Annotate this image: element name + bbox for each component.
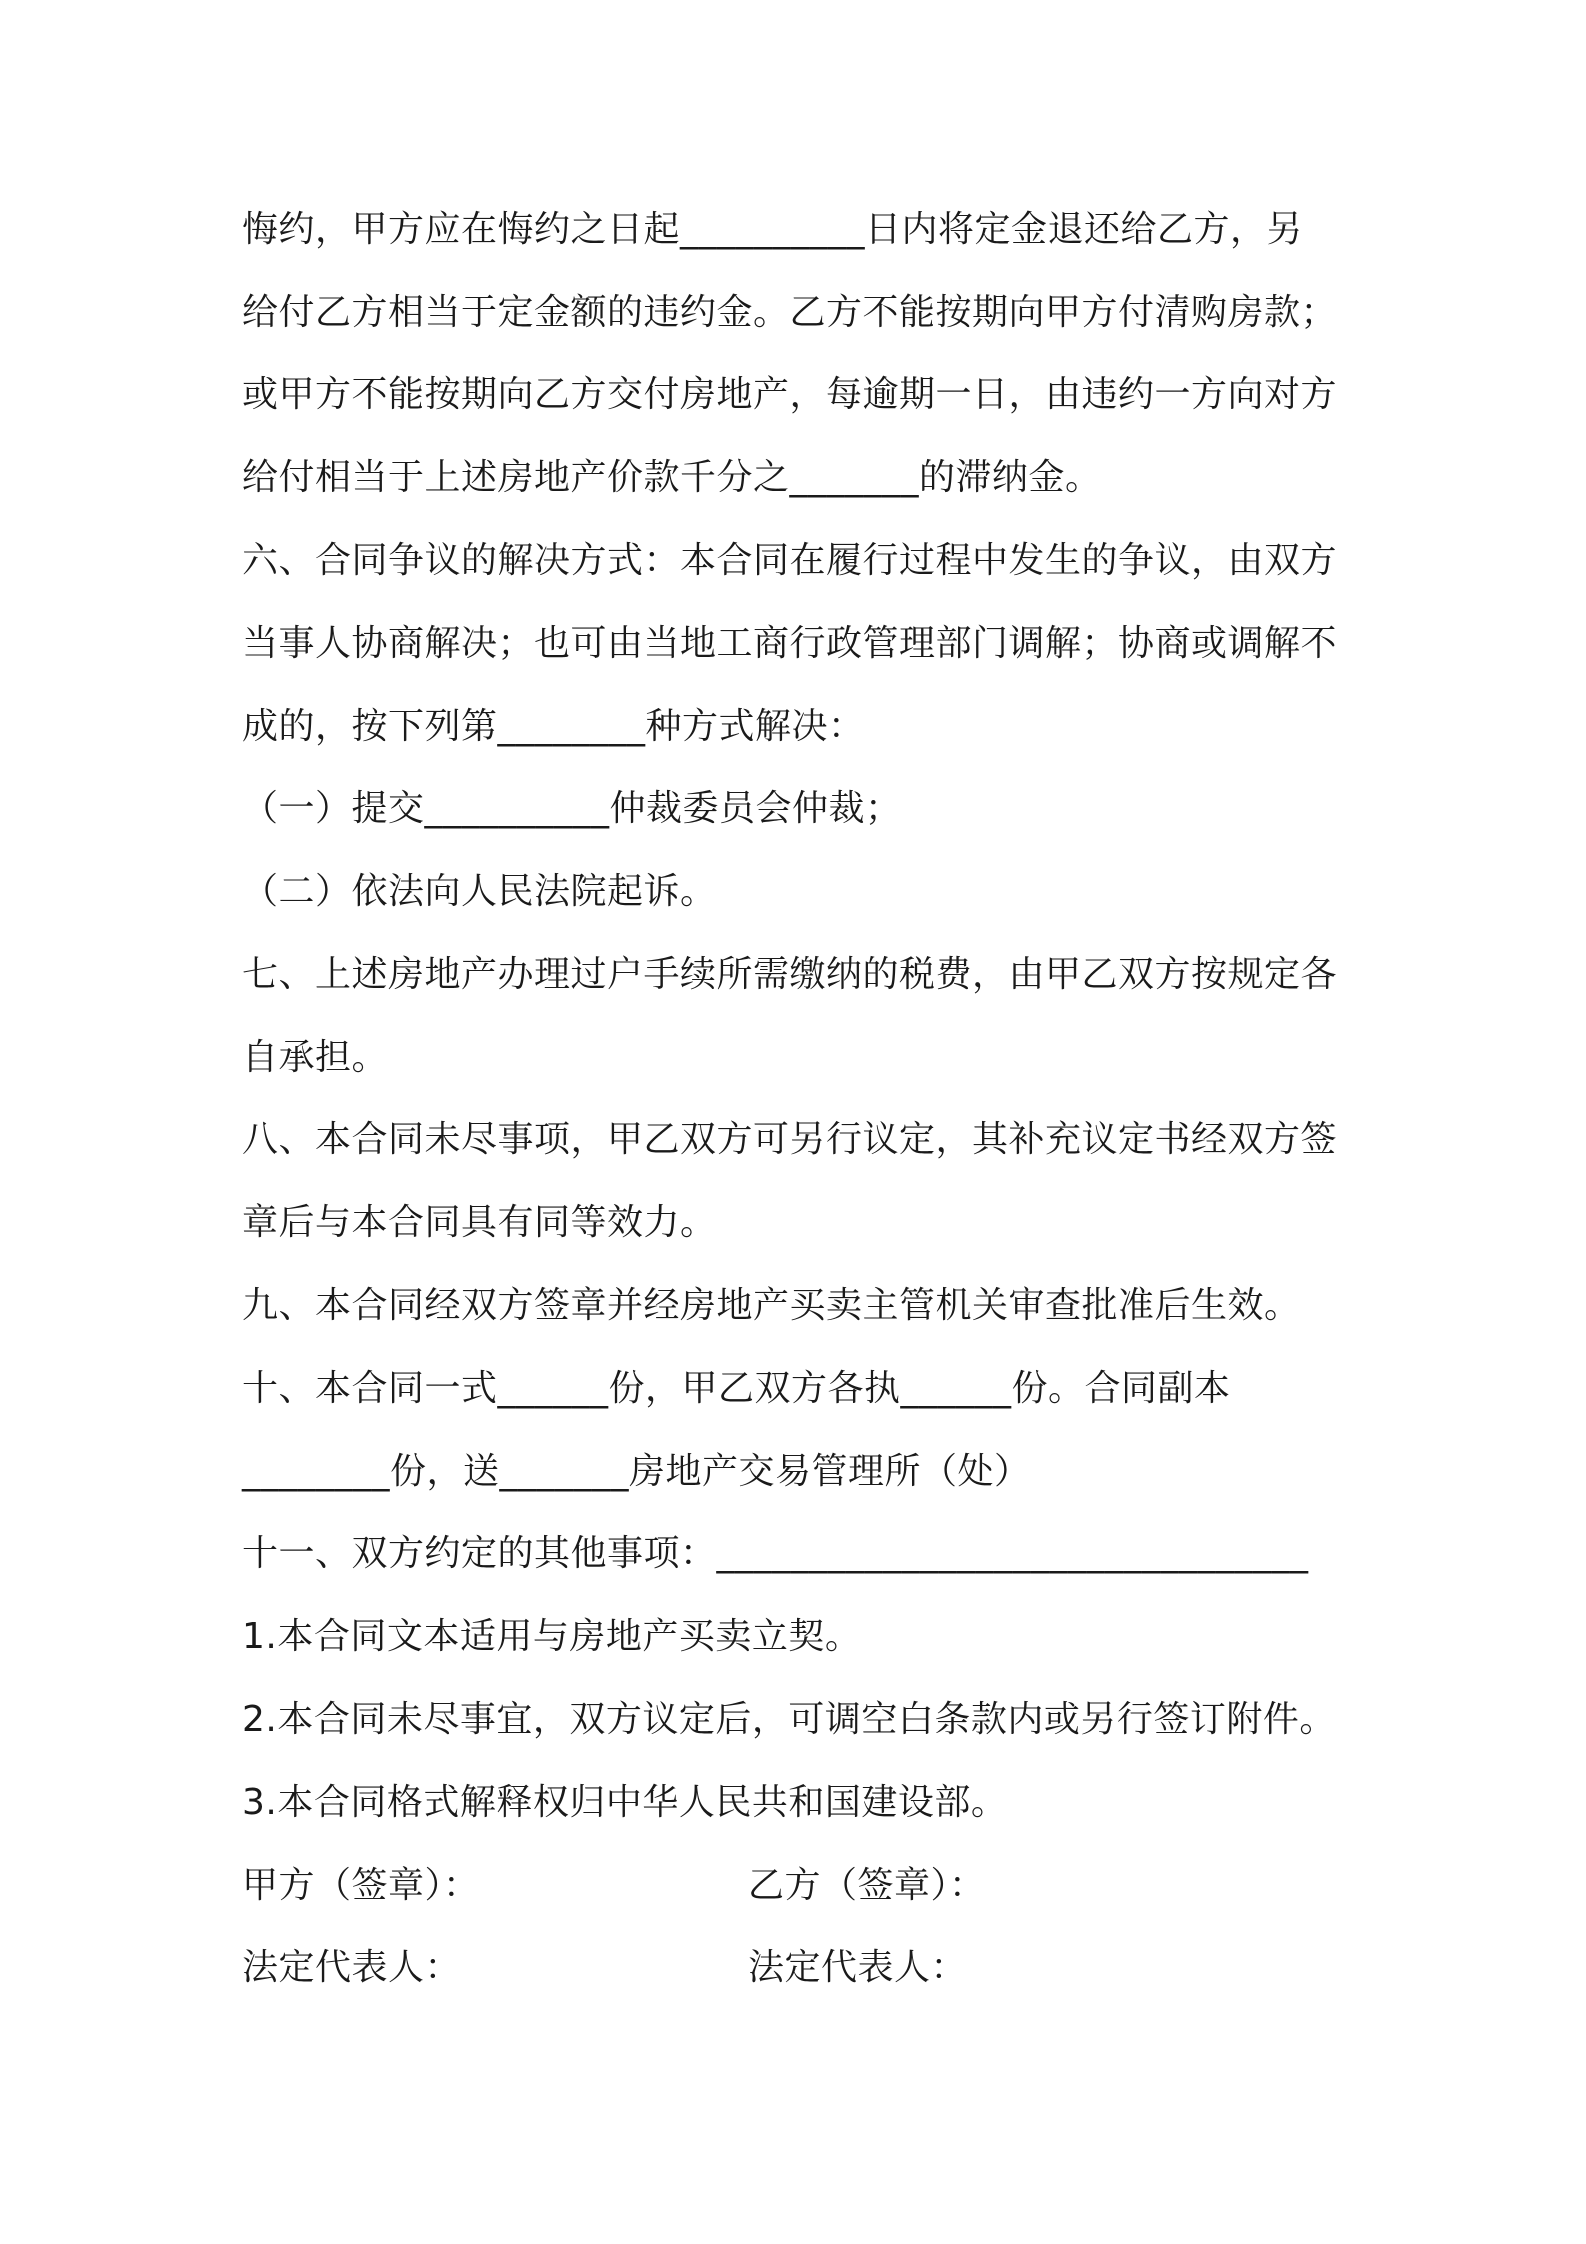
- text-line-16: ________份，送_______房地产交易管理所（处）: [242, 1451, 1031, 1492]
- text-line-2: 给付乙方相当于定金额的违约金。乙方不能按期向甲方付清购房款；: [242, 292, 1338, 333]
- party-a-rep-label: 法定代表人：: [242, 1947, 462, 1988]
- note-2: 2.本合同未尽事宜，双方议定后，可调空白条款内或另行签订附件。: [242, 1699, 1336, 1740]
- text-line-7: 成的，按下列第________种方式解决：: [242, 706, 865, 747]
- option-1: （一）提交__________仲裁委员会仲裁；: [242, 788, 902, 829]
- clause-7: 七、上述房地产办理过户手续所需缴纳的税费，由甲乙双方按规定各: [242, 954, 1338, 995]
- note-1: 1.本合同文本适用与房地产买卖立契。: [242, 1616, 862, 1657]
- text-line-4: 给付相当于上述房地产价款千分之_______的滞纳金。: [242, 457, 1102, 498]
- text-line-3: 或甲方不能按期向乙方交付房地产，每逾期一日，由违约一方向对方: [242, 374, 1338, 415]
- text-line-6: 当事人协商解决；也可由当地工商行政管理部门调解；协商或调解不: [242, 623, 1338, 664]
- text-line-1: 悔约，甲方应在悔约之日起__________日内将定金退还给乙方，另: [242, 209, 1304, 250]
- clause-9: 九、本合同经双方签章并经房地产买卖主管机关审查批准后生效。: [242, 1285, 1301, 1326]
- text-line-13: 章后与本合同具有同等效力。: [242, 1202, 717, 1243]
- clause-6-heading: 六、合同争议的解决方式：本合同在履行过程中发生的争议，由双方: [242, 540, 1338, 581]
- party-a-seal-label: 甲方（签章）：: [242, 1865, 480, 1906]
- text-line-11: 自承担。: [242, 1037, 389, 1078]
- clause-8: 八、本合同未尽事项，甲乙双方可另行议定，其补充议定书经双方签: [242, 1119, 1338, 1160]
- option-2: （二）依法向人民法院起诉。: [242, 871, 717, 912]
- party-b-rep-label: 法定代表人：: [748, 1947, 968, 1988]
- party-b-seal-label: 乙方（签章）：: [748, 1865, 986, 1906]
- clause-11: 十一、双方约定的其他事项：________________________________: [242, 1533, 1309, 1574]
- note-3: 3.本合同格式解释权归中华人民共和国建设部。: [242, 1782, 1008, 1823]
- clause-10: 十、本合同一式______份，甲乙双方各执______份。合同副本: [242, 1368, 1231, 1409]
